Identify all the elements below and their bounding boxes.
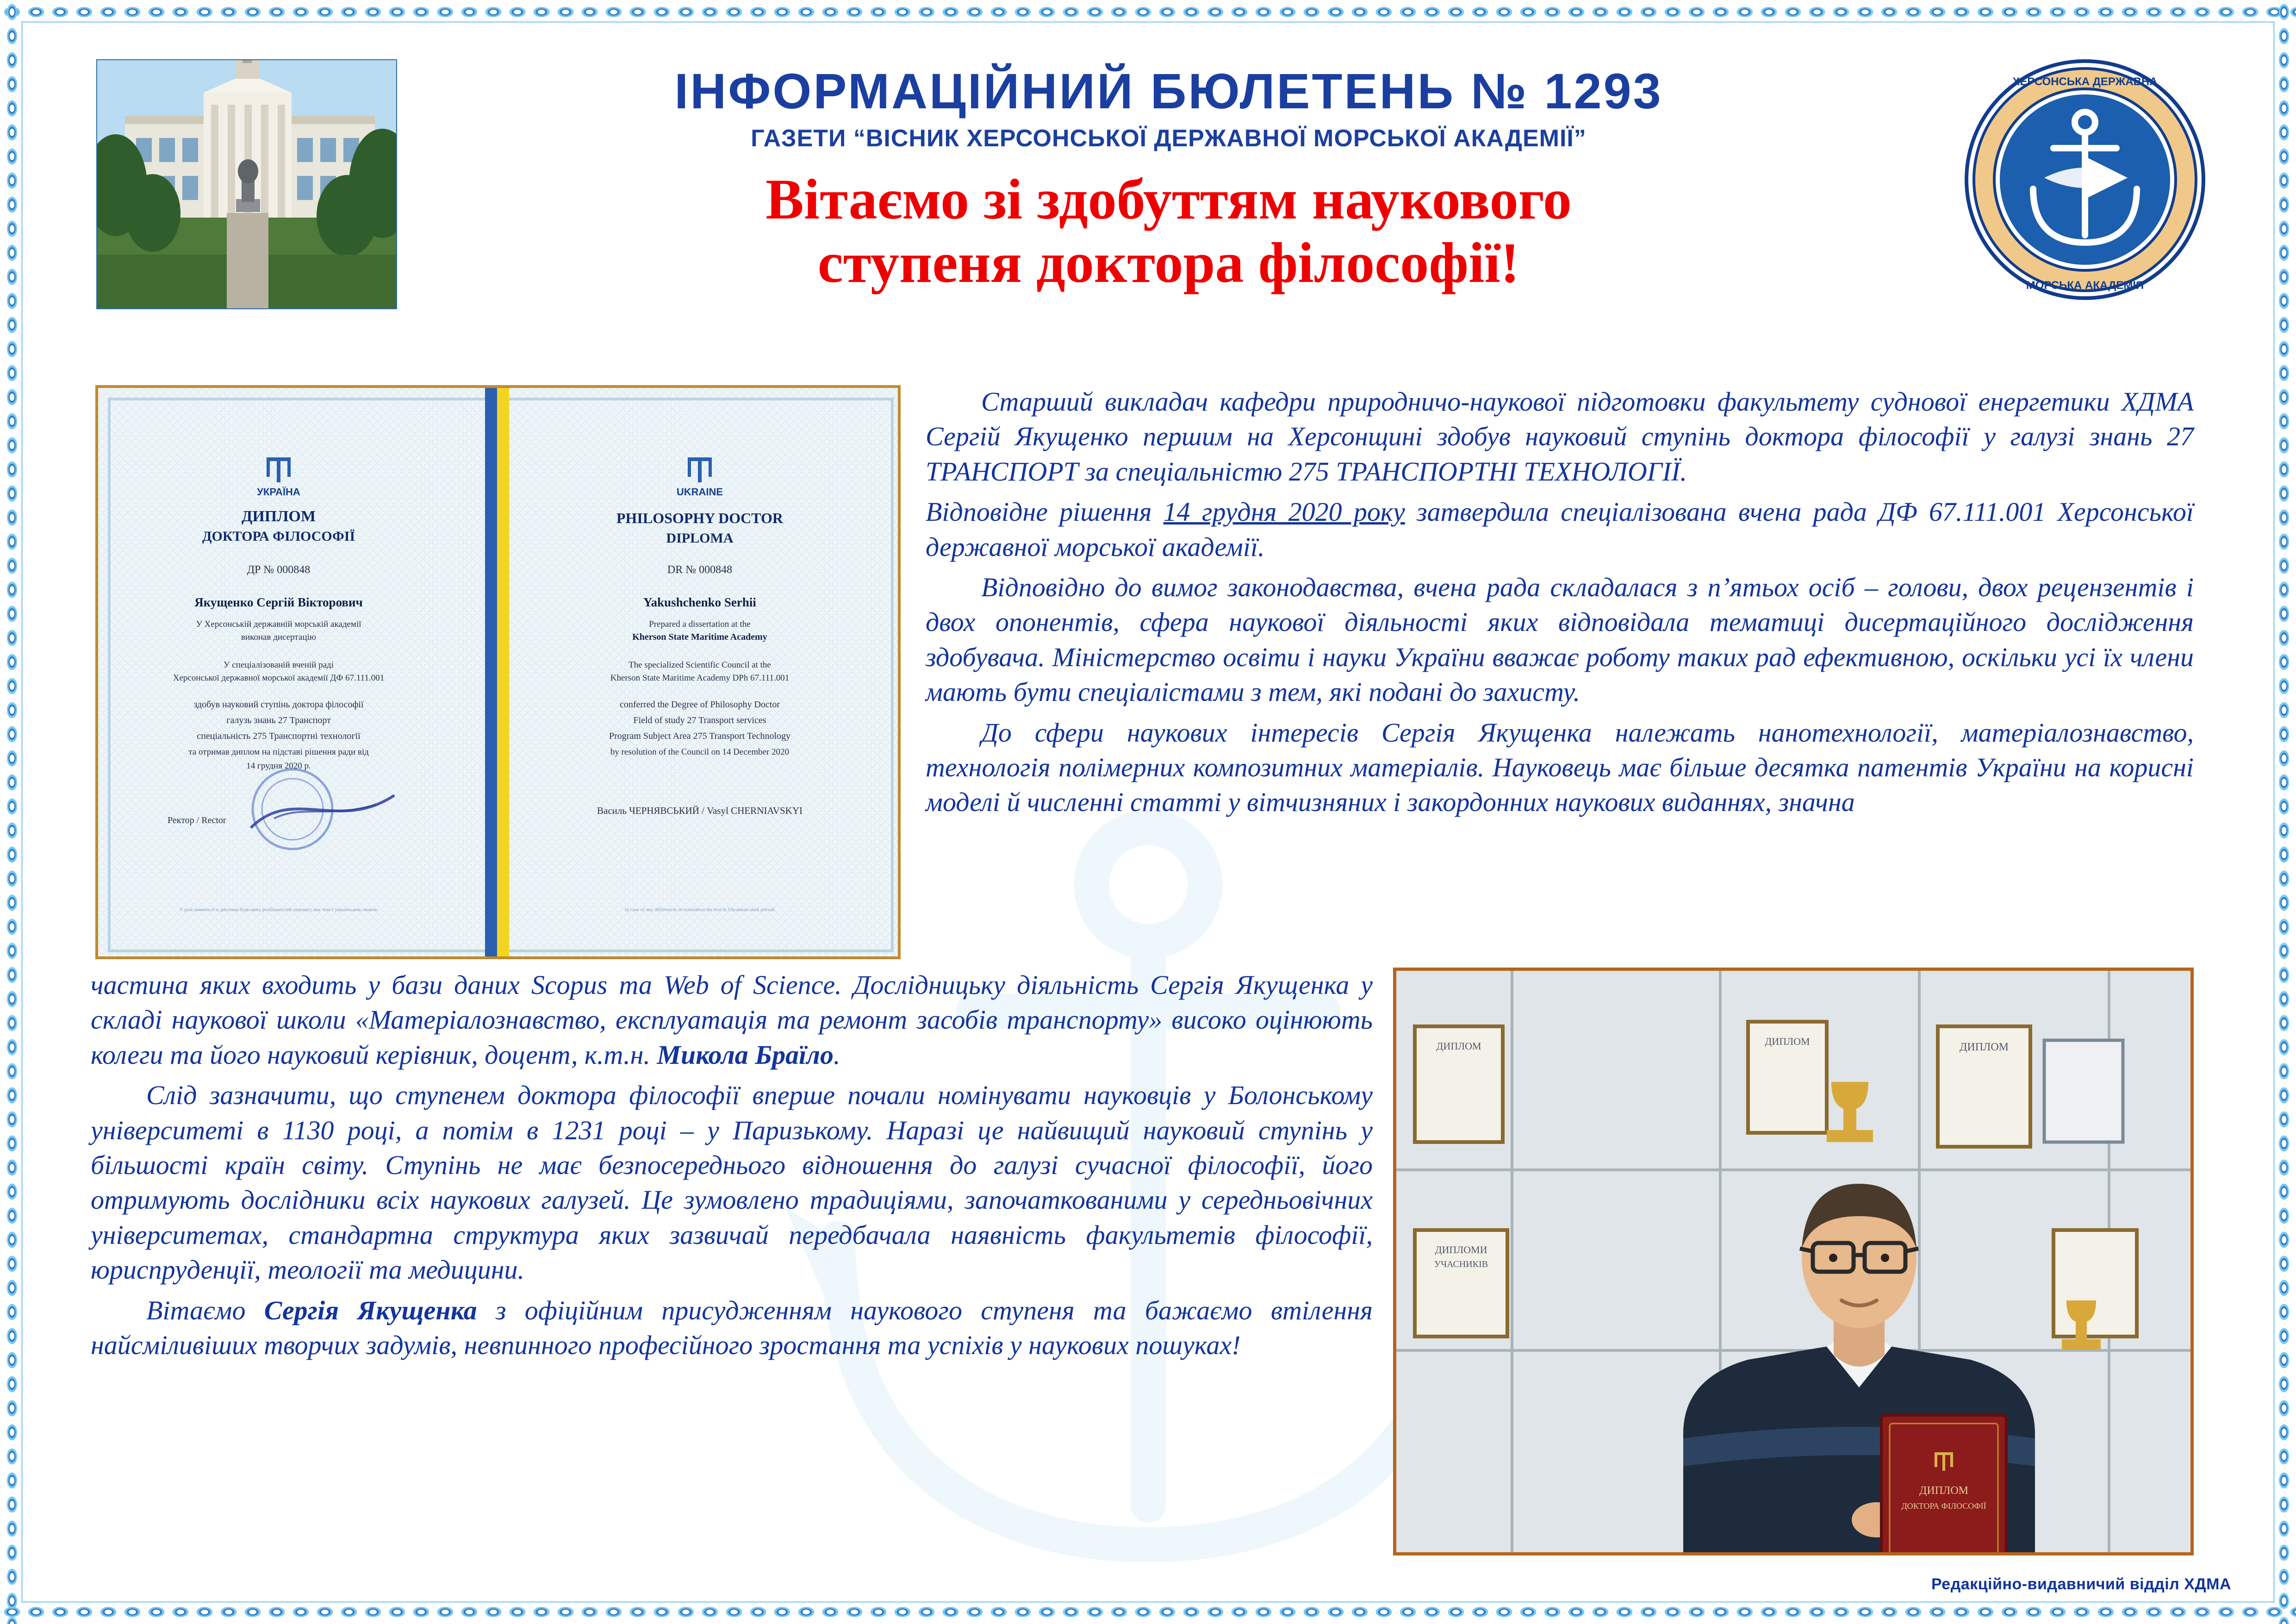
paragraph-2: Відповідно до вимог законодавства, вчена рада складалася з п’ятьох осіб – голови, двох рецензентів і двох опонентів, сфера наукової діяльності яких відповідала тематиці дисертаційного дослідження здобувача. Міністерство освіти і науки України вважає роботу таких рад ефективною, оскільки усі їх члени мають бути спеціалістами з тем, які подані до захисту. (926, 572, 2194, 707)
svg-text:ХЕРСОНСЬКА ДЕРЖАВНА: ХЕРСОНСЬКА ДЕРЖАВНА (2012, 75, 2158, 88)
svg-text:Херсонської державної морської: Херсонської державної морської академії ДФ 67.111.001 (173, 673, 385, 683)
svg-text:спеціальність 275 Транспортні: спеціальність 275 Транспортні технології (197, 731, 361, 741)
honoree-photo (1393, 968, 2194, 1555)
svg-text:Ректор / Rector: Ректор / Rector (168, 815, 226, 825)
svg-text:ДИПЛОМ: ДИПЛОМ (1765, 1036, 1810, 1047)
svg-text:ДИПЛОМ: ДИПЛОМ (241, 508, 316, 525)
headline-line-2: ступеня доктора філософії! (817, 231, 1520, 294)
svg-text:УЧАСНИКІВ: УЧАСНИКІВ (1434, 1259, 1488, 1269)
chain-border-top (0, 0, 2296, 24)
chain-border-right (2272, 0, 2296, 1624)
academy-logo-icon (1965, 59, 2205, 300)
svg-text:Kherson State Maritime Academy: Kherson State Maritime Academy DPh 67.111.001 (610, 673, 790, 683)
headline (417, 168, 1921, 294)
paragraph-1b (926, 494, 2194, 564)
paragraph-3: До сфери наукових інтересів Сергія Якущенка належать нанотехнології, матеріалознавство, технологія полімерних композитних матеріалів. Науковець має більше десятка патентів України на корисні моделі й численні статті у вітчизняних і закордонних наукових виданнях, значна (926, 717, 2194, 818)
svg-text:галузь знань 27 Транспорт: галузь знань 27 Транспорт (226, 715, 331, 725)
svg-text:by resolution of the Council o: by resolution of the Council on 14 December 2020 (610, 747, 790, 757)
chain-border-bottom (0, 1600, 2296, 1624)
svg-text:UKRAINE: UKRAINE (676, 486, 723, 498)
article-column-left (91, 968, 1373, 1368)
svg-text:DR № 000848: DR № 000848 (667, 564, 733, 576)
article-column-right (926, 384, 2194, 825)
svg-text:DIPLOMA: DIPLOMA (666, 531, 734, 546)
svg-text:14 грудня 2020 р.: 14 грудня 2020 р. (246, 761, 311, 771)
para1b-post: затвердила спеціалізована вчена рада ДФ 67.111.001 Херсонської державної морської академії. (926, 497, 2194, 562)
svg-text:Field of study 27 Transport se: Field of study 27 Transport services (633, 715, 766, 725)
footer-credit: Редакційно-видавничий відділ ХДМА (1931, 1575, 2231, 1593)
page-title: ІНФОРМАЦІЙНИЙ БЮЛЕТЕНЬ № 1293 (674, 63, 1663, 119)
svg-text:та отримав диплом на підставі: та отримав диплом на підставі рішення ради від (188, 747, 369, 757)
svg-text:Василь ЧЕРНЯВСЬКИЙ / Vasyl CHE: Василь ЧЕРНЯВСЬКИЙ / Vasyl CHERNIAVSKYI (597, 805, 803, 816)
svg-text:ДР № 000848: ДР № 000848 (247, 564, 311, 576)
svg-text:У спеціалізованій вченій раді: У спеціалізованій вченій раді (224, 660, 334, 670)
svg-text:здобув науковий ступінь доктор: здобув науковий ступінь доктора філософії (193, 700, 364, 710)
svg-text:Prepared a dissertation at the: Prepared a dissertation at the (649, 619, 751, 629)
svg-text:Program Subject Area 275 Trans: Program Subject Area 275 Transport Technology (609, 731, 791, 741)
svg-text:Kherson State Maritime Academy: Kherson State Maritime Academy (632, 632, 767, 642)
paragraph-5: Слід зазначити, що ступенем доктора філософії вперше почали номінувати науковців у Болонському університеті в 1130 році, а потім в 1231 році – у Паризькому. Наразі це найвищий науковий ступінь у більшості країн світу. Ступінь не має безпосереднього відношення до галузі сучасної філософії, його отримують дослідники всіх наукових галузей. Це зумовлено традиціями, започаткованими у середньовічних університетах, стандартна структура яких зазвичай передбачала наявність факультетів філософії, юриспруденції, теології та медицини. (91, 1080, 1373, 1285)
supervisor-name: Микола Браїло (657, 1039, 834, 1070)
paragraph-4 (91, 968, 1373, 1072)
svg-text:У разі наявності в диплома буд: У разі наявності в диплома будь-яких розбіжностей перевагу має текст українською мовою (179, 907, 378, 912)
para4-post: . (833, 1039, 840, 1070)
svg-text:УКРАЇНА: УКРАЇНА (257, 486, 300, 498)
svg-text:ДИПЛОМИ: ДИПЛОМИ (1435, 1244, 1487, 1255)
svg-text:ДИПЛОМ: ДИПЛОМ (1960, 1041, 2009, 1053)
para1b-pre: Відповідне рішення (926, 497, 1164, 527)
headline-line-1: Вітаємо зі здобуттям наукового (765, 168, 1572, 231)
masthead (417, 65, 1921, 294)
svg-text:PHILOSOPHY DOCTOR: PHILOSOPHY DOCTOR (616, 510, 784, 526)
svg-text:ДОКТОРА ФІЛОСОФІЇ: ДОКТОРА ФІЛОСОФІЇ (1901, 1501, 1986, 1511)
svg-text:Якущенко Сергій Вікторович: Якущенко Сергій Вікторович (194, 595, 363, 609)
svg-text:МОРСЬКА АКАДЕМІЯ: МОРСЬКА АКАДЕМІЯ (2026, 279, 2144, 292)
diploma-photo (95, 385, 901, 959)
svg-text:У Херсонській державній морськ: У Херсонській державній морській академії (196, 619, 361, 629)
chain-border-left (0, 0, 24, 1624)
honoree-name: Сергія Якущенка (264, 1295, 477, 1325)
newspaper-subtitle: ГАЗЕТИ “ВІСНИК ХЕРСОНСЬКОЇ ДЕРЖАВНОЇ МОРСЬКОЇ АКАДЕМІЇ” (751, 125, 1587, 152)
svg-text:In case of any differences in: In case of any differences in translation the text in Ukrainian shall prevail (625, 907, 775, 912)
svg-text:виконав дисертацію: виконав дисертацію (241, 632, 317, 642)
para6-post: з офіційним присудженням наукового ступеня та бажаємо втілення найсміливіших творчих задумів, невпинного професійного зростання та успіхів у наукових пошуках! (91, 1295, 1373, 1360)
svg-text:conferred the Degree of Philos: conferred the Degree of Philosophy Doctor (620, 700, 780, 710)
paragraph-1a: Старший викладач кафедри природничо-наукової підготовки факультету суднової енергетики ХДМА Сергій Якущенко першим на Херсонщині здобув науковий ступінь доктора філософії у галузі знань 27 ТРАНСПОРТ за спеціальністю 275 ТРАНСПОРТНІ ТЕХНОЛОГІЇ. (926, 387, 2194, 487)
para4-pre: частина яких входить у бази даних Scopus та Web of Science. Дослідницьку діяльність Сергія Якущенка у складі наукової школи «Матеріалознавство, експлуатація та ремонт засобів транспорту» високо оцінюють колеги та його науковий керівник, доцент, к.т.н. (91, 970, 1373, 1070)
academy-building-photo (96, 59, 397, 309)
svg-text:Yakushchenko Serhii: Yakushchenko Serhii (643, 595, 756, 609)
svg-text:The specialized Scientific Cou: The specialized Scientific Council at the (628, 660, 771, 670)
svg-text:ДОКТОРА ФІЛОСОФІЇ: ДОКТОРА ФІЛОСОФІЇ (202, 529, 355, 544)
svg-text:ДИПЛОМ: ДИПЛОМ (1436, 1040, 1481, 1052)
paragraph-6 (91, 1293, 1373, 1363)
decision-date: 14 грудня 2020 року (1163, 497, 1405, 527)
svg-text:ДИПЛОМ: ДИПЛОМ (1919, 1485, 1968, 1497)
para6-pre: Вітаємо (146, 1295, 264, 1325)
